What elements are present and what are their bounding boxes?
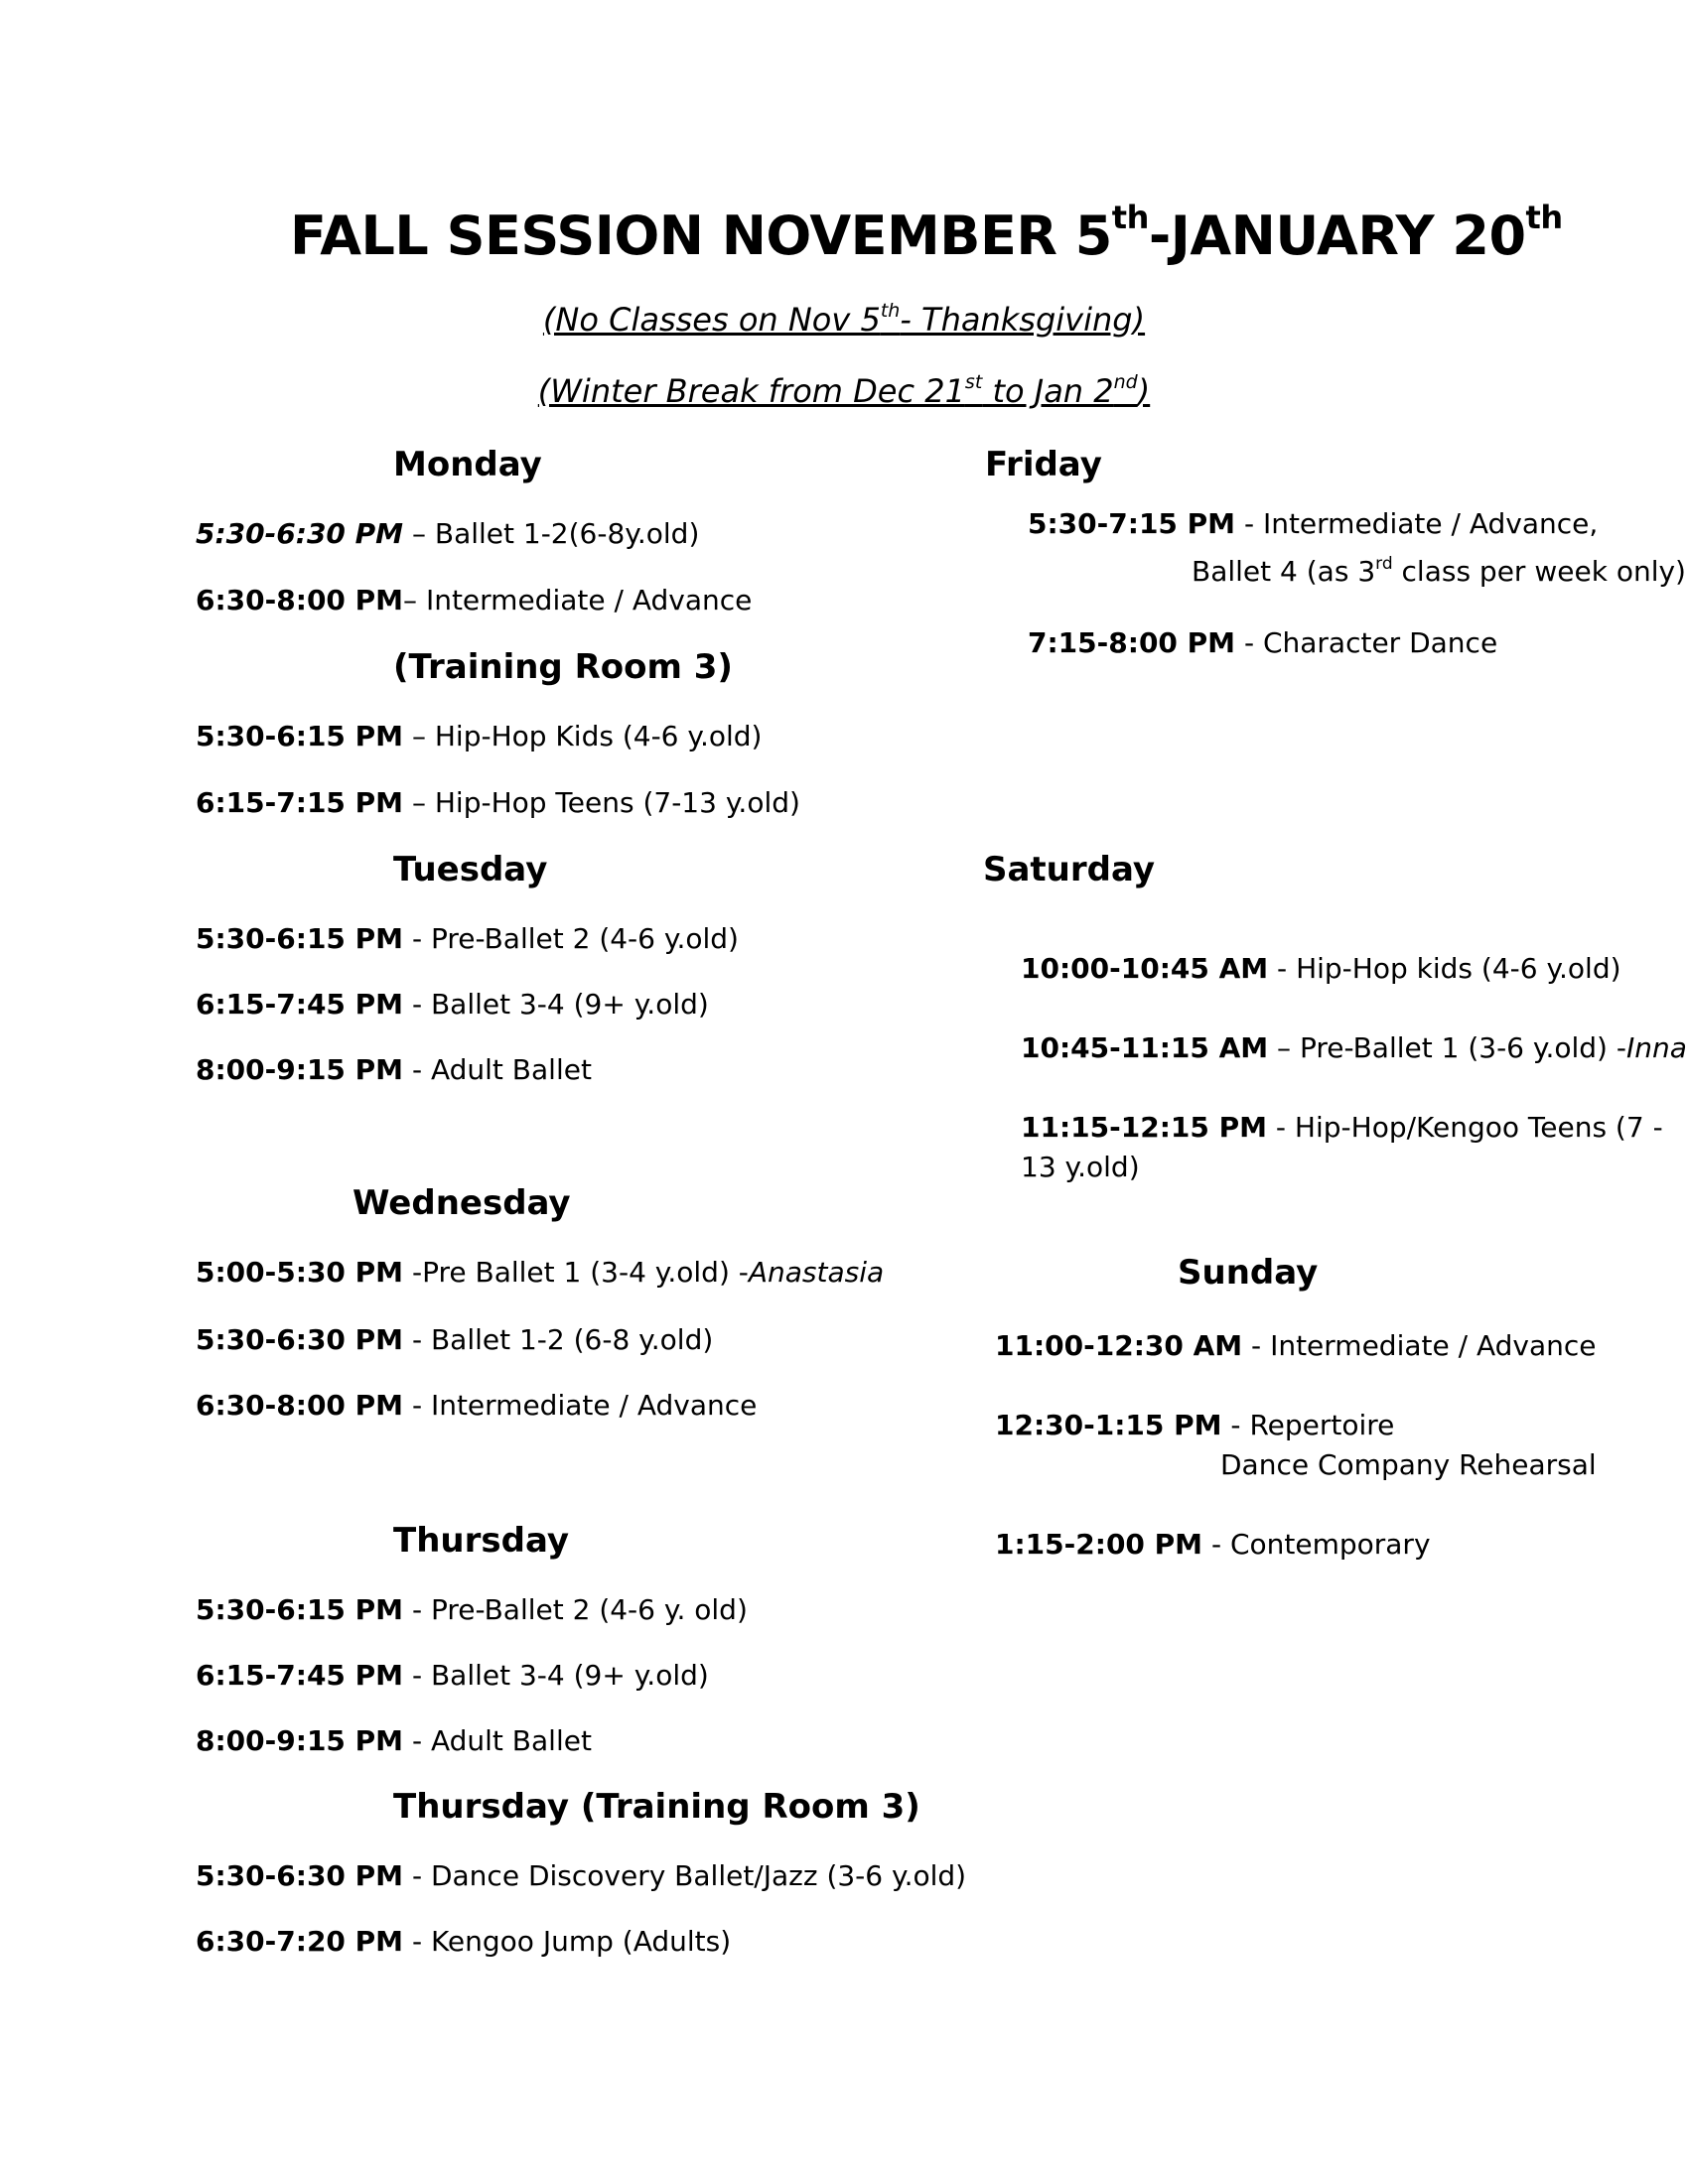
- monday-room-heading: (Training Room 3): [393, 647, 733, 687]
- saturday-heading: Saturday: [983, 850, 1156, 889]
- sunday-class: 12:30-1:15 PM - Repertoire: [995, 1409, 1395, 1441]
- monday-heading: Monday: [393, 445, 542, 484]
- thursday-class: 5:30-6:15 PM - Pre-Ballet 2 (4-6 y. old): [196, 1593, 748, 1626]
- thursday-class: 8:00-9:15 PM - Adult Ballet: [196, 1724, 592, 1757]
- sunday-class-continued: Dance Company Rehearsal: [1220, 1448, 1597, 1481]
- sunday-class: 1:15-2:00 PM - Contemporary: [995, 1528, 1431, 1561]
- monday-room-class: 6:15-7:15 PM – Hip-Hop Teens (7-13 y.old): [196, 786, 800, 819]
- wednesday-class: 5:30-6:30 PM - Ballet 1-2 (6-8 y.old): [196, 1323, 714, 1356]
- tuesday-class: 8:00-9:15 PM - Adult Ballet: [196, 1053, 592, 1086]
- friday-class-continued: Ballet 4 (as 3rd class per week only): [1192, 554, 1686, 588]
- monday-class: 5:30-6:30 PM – Ballet 1-2(6-8y.old): [196, 517, 700, 550]
- monday-class: 6:30-8:00 PM– Intermediate / Advance: [196, 584, 753, 616]
- friday-heading: Friday: [985, 445, 1102, 484]
- thursday-room-class: 5:30-6:30 PM - Dance Discovery Ballet/Jazz (3-6 y.old): [196, 1859, 967, 1892]
- saturday-class: 10:45-11:15 AM – Pre-Ballet 1 (3-6 y.old) -Inna: [1021, 1031, 1687, 1064]
- page-title: FALL SESSION NOVEMBER 5th-JANUARY 20th: [290, 199, 1563, 267]
- friday-class: 5:30-7:15 PM - Intermediate / Advance,: [1028, 507, 1599, 540]
- saturday-class-continued: 13 y.old): [1021, 1151, 1140, 1183]
- tuesday-class: 5:30-6:15 PM - Pre-Ballet 2 (4-6 y.old): [196, 922, 739, 955]
- no-classes-note: (No Classes on Nov 5th- Thanksgiving): [542, 300, 1146, 339]
- thursday-heading: Thursday: [393, 1521, 570, 1561]
- winter-break-note: (Winter Break from Dec 21st to Jan 2nd): [537, 371, 1151, 410]
- tuesday-heading: Tuesday: [393, 850, 548, 889]
- wednesday-class: 5:00-5:30 PM -Pre Ballet 1 (3-4 y.old) -Anastasia: [196, 1256, 885, 1289]
- friday-class: 7:15-8:00 PM - Character Dance: [1028, 626, 1498, 659]
- thursday-class: 6:15-7:45 PM - Ballet 3-4 (9+ y.old): [196, 1659, 709, 1692]
- sunday-heading: Sunday: [1178, 1253, 1319, 1293]
- saturday-class: 10:00-10:45 AM - Hip-Hop kids (4-6 y.old): [1021, 952, 1621, 985]
- tuesday-class: 6:15-7:45 PM - Ballet 3-4 (9+ y.old): [196, 988, 709, 1021]
- monday-room-class: 5:30-6:15 PM – Hip-Hop Kids (4-6 y.old): [196, 720, 763, 752]
- thursday-room-class: 6:30-7:20 PM - Kengoo Jump (Adults): [196, 1925, 732, 1958]
- wednesday-heading: Wednesday: [352, 1183, 571, 1223]
- thursday-room-heading: Thursday (Training Room 3): [393, 1787, 920, 1827]
- sunday-class: 11:00-12:30 AM - Intermediate / Advance: [995, 1329, 1597, 1362]
- wednesday-class: 6:30-8:00 PM - Intermediate / Advance: [196, 1389, 758, 1422]
- saturday-class: 11:15-12:15 PM - Hip-Hop/Kengoo Teens (7 -: [1021, 1111, 1663, 1144]
